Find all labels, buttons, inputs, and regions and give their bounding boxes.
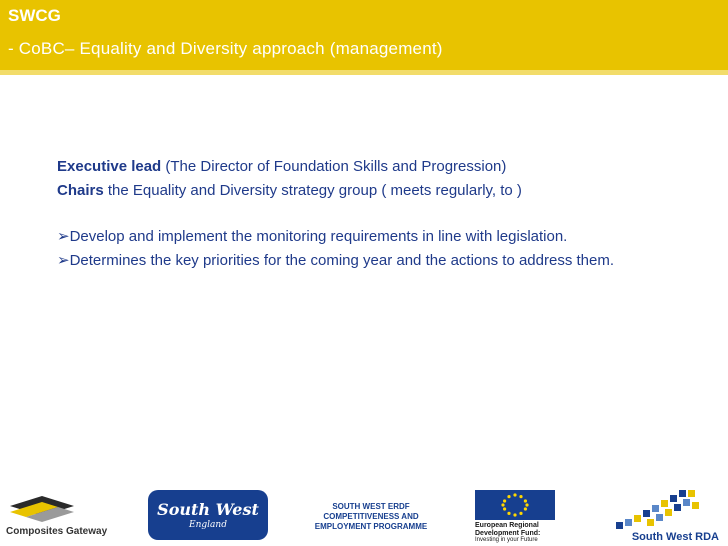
erdf-programme-logo bbox=[302, 502, 440, 538]
chairs-text: the Equality and Diversity strategy group ( meets regularly, to ) bbox=[103, 181, 522, 199]
executive-lead-text: (The Director of Foundation Skills and Progression) bbox=[161, 158, 507, 175]
slide-subtitle: - CoBC– Equality and Diversity approach (management) bbox=[8, 39, 443, 58]
list-item bbox=[57, 225, 657, 249]
list-item bbox=[57, 249, 657, 273]
header-bar bbox=[0, 0, 728, 70]
rda-squares-icon bbox=[597, 488, 719, 530]
executive-lead-label: Executive lead bbox=[57, 158, 162, 175]
erdf-line-3: EMPLOYMENT PROGRAMME bbox=[314, 522, 428, 531]
slide-title: SWCG bbox=[8, 6, 61, 25]
arrow-bullet-icon: ➢ bbox=[57, 228, 70, 245]
composites-gateway-mark-icon bbox=[6, 492, 78, 526]
rda-text: South West RDA bbox=[631, 531, 719, 543]
south-west-england-logo bbox=[148, 490, 268, 540]
eu-line-3: Investing in your Future bbox=[475, 537, 538, 543]
chairs-label: Chairs bbox=[57, 181, 104, 199]
arrow-bullet-icon: ➢ bbox=[57, 251, 70, 269]
eu-flag-icon bbox=[475, 490, 555, 520]
composites-gateway-text: Composites Gateway bbox=[6, 526, 108, 537]
composites-gateway-logo bbox=[6, 492, 121, 540]
bullet-text: Develop and implement the monitoring requirements in line with legislation. bbox=[69, 228, 568, 245]
south-west-rda-logo bbox=[597, 488, 719, 542]
eu-regional-development-fund-logo bbox=[472, 490, 558, 544]
erdf-line-1: SOUTH WEST ERDF bbox=[332, 502, 410, 511]
south-west-logo-title: South West bbox=[157, 500, 259, 519]
eu-fund-text bbox=[475, 522, 540, 545]
bullet-text: Determines the key priorities for the coming year and the actions to address them. bbox=[69, 251, 615, 269]
eu-line-2: Development Fund: bbox=[475, 529, 541, 537]
south-west-logo-subtitle: England bbox=[189, 520, 227, 530]
erdf-line-2: COMPETITIVENESS AND bbox=[323, 512, 419, 521]
slide-body bbox=[57, 155, 657, 272]
executive-lead-line bbox=[57, 155, 657, 179]
chairs-line bbox=[57, 179, 657, 203]
eu-line-1: European Regional bbox=[475, 522, 539, 529]
header-divider bbox=[0, 70, 728, 75]
